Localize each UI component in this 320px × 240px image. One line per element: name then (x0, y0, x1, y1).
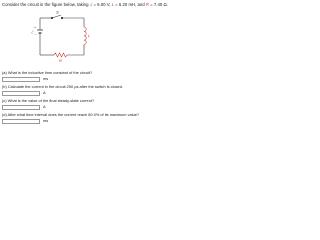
unit-label-a: ms (43, 76, 49, 81)
resistor-label: R (59, 58, 62, 63)
switch-label: S (56, 10, 59, 15)
resistor-zigzag (54, 53, 67, 57)
inductor-label: L (88, 33, 91, 38)
emf-value: = 6.00 V, (92, 2, 112, 7)
inductance-value: = 6.20 mH, and (113, 2, 146, 7)
unit-label-b: A (43, 90, 46, 95)
answer-input-c[interactable] (2, 105, 40, 110)
battery-minus-label: − (34, 33, 37, 37)
emf-label: ℰ (31, 29, 34, 35)
answer-input-a[interactable] (2, 77, 40, 82)
question-d: (d) After what time interval does the current reach 80.0% of its maximum value? (2, 112, 140, 117)
battery-plus-label: + (34, 26, 37, 30)
circuit-diagram (30, 10, 105, 65)
answer-input-d[interactable] (2, 119, 40, 124)
resistance-value: = 7.40 Ω. (148, 2, 168, 7)
unit-label-c: A (43, 104, 46, 109)
emf-symbol: ℰ (89, 2, 93, 7)
question-c: (c) What is the value of the final steady-state current? (2, 98, 95, 103)
question-a: (a) What is the inductive time constant of the circuit? (2, 70, 93, 75)
unit-label-d: ms (43, 118, 49, 123)
answer-input-b[interactable] (2, 91, 40, 96)
inductance-symbol: L (111, 2, 114, 7)
resistance-symbol: R (145, 2, 149, 7)
question-b: (b) Calculate the current in the circuit 250 μs after the switch is closed. (2, 84, 123, 89)
switch-blade (52, 15, 61, 18)
inductor-coil (84, 27, 86, 45)
intro-text: Consider the circuit in the figure below, taking (2, 2, 90, 7)
problem-statement (2, 2, 198, 7)
